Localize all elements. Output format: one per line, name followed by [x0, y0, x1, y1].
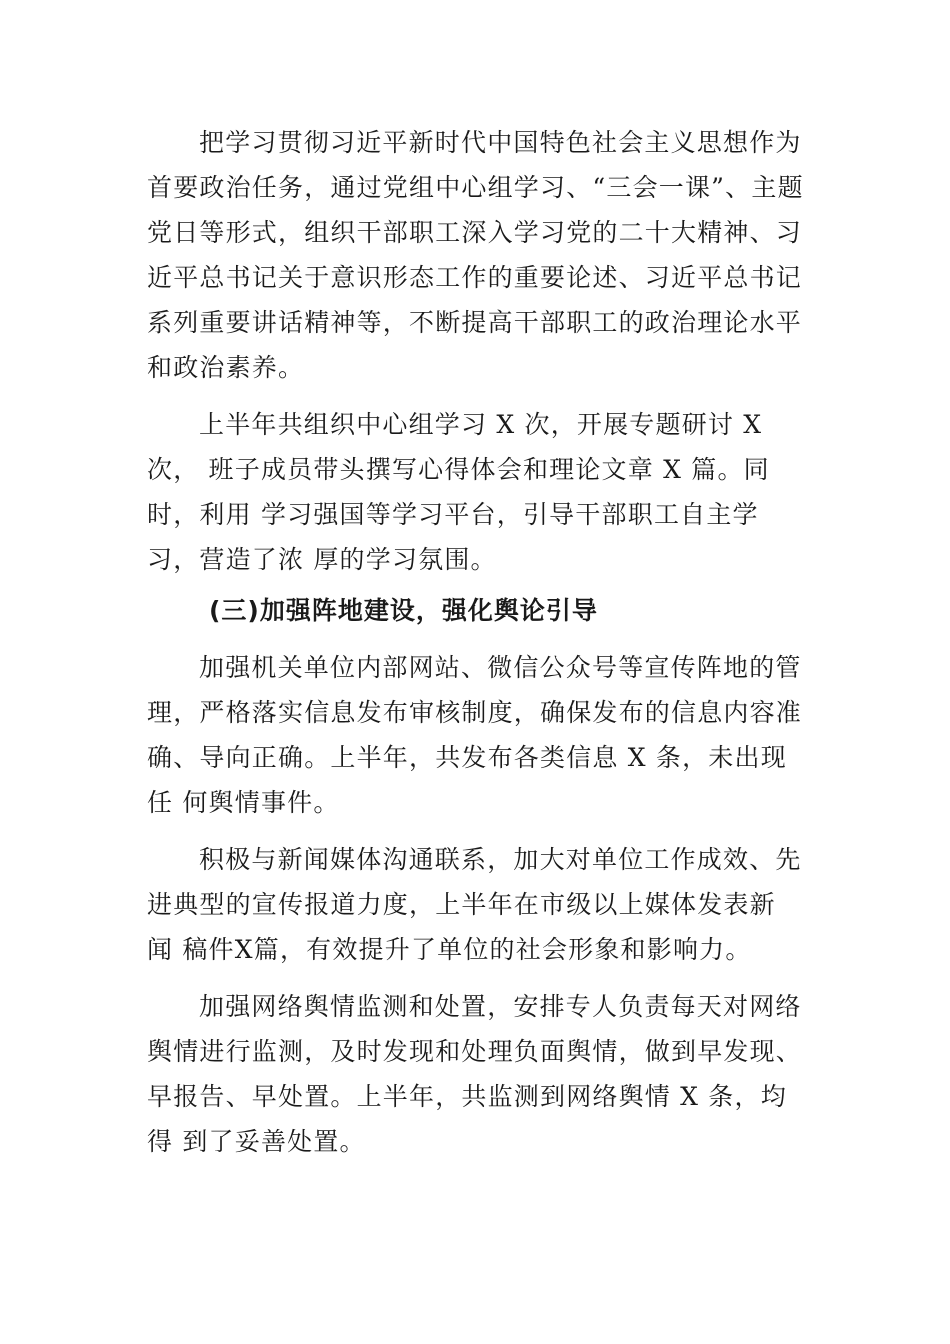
text-line: 次， 班子成员带头撰写心得体会和理论文章 X 篇。同: [147, 455, 770, 484]
text-line: 舆情进行监测，及时发现和处理负面舆情，做到早发现、: [147, 1037, 803, 1066]
text-line: 首要政治任务，通过党组中心组学习、“三会一课”、主题: [147, 173, 804, 202]
paragraph-publicity-platforms: [147, 645, 807, 825]
text-line: 得 到了妥善处置。: [147, 1127, 366, 1156]
text-line: 加强网络舆情监测和处置，安排专人负责每天对网络: [199, 992, 802, 1021]
text-line: 系列重要讲话精神等，不断提高干部职工的政治理论水平: [147, 308, 803, 337]
text-line: 和政治素养。: [147, 353, 305, 382]
text-line: 任 何舆情事件。: [147, 788, 340, 817]
text-line: 把学习贯彻习近平新时代中国特色社会主义思想作为: [199, 128, 802, 157]
text-line: 时，利用 学习强国等学习平台，引导干部职工自主学: [147, 500, 759, 529]
text-line: 党日等形式，组织干部职工深入学习党的二十大精神、习: [147, 218, 803, 247]
text-line: 确、导向正确。上半年，共发布各类信息 X 条，未出现: [147, 743, 787, 772]
paragraph-study-theory: [147, 120, 807, 390]
text-line: 理，严格落实信息发布审核制度，确保发布的信息内容准: [147, 698, 803, 727]
section-heading: (三)加强阵地建设，强化舆论引导: [209, 596, 598, 625]
text-line: 习，营造了浓 厚的学习氛围。: [147, 545, 497, 574]
paragraph-media-relations: [147, 837, 807, 972]
text-line: 早报告、早处置。上半年，共监测到网络舆情 X 条，均: [147, 1082, 787, 1111]
text-line: 进典型的宣传报道力度，上半年在市级以上媒体发表新: [147, 890, 776, 919]
text-line: 加强机关单位内部网站、微信公众号等宣传阵地的管: [199, 653, 802, 682]
document-body: [147, 120, 807, 1164]
paragraph-opinion-monitoring: [147, 984, 807, 1164]
text-line: 闻 稿件X篇，有效提升了单位的社会形象和影响力。: [147, 935, 752, 964]
text-line: 近平总书记关于意识形态工作的重要论述、习近平总书记: [147, 263, 803, 292]
text-line: 积极与新闻媒体沟通联系，加大对单位工作成效、先: [199, 845, 802, 874]
text-line: 上半年共组织中心组学习 X 次，开展专题研讨 X: [199, 410, 763, 439]
paragraph-study-stats: [147, 402, 807, 582]
